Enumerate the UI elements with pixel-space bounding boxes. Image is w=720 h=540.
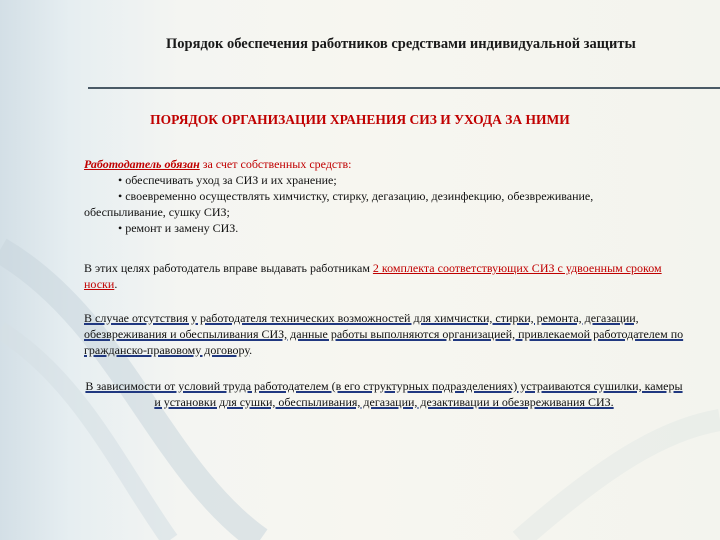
- paragraph-employer-duties: [84, 156, 684, 236]
- paragraph-two-sets: [84, 260, 684, 292]
- employer-lead-text: за счет собственных средств:: [199, 157, 352, 171]
- paragraph-outsourcing: [84, 310, 684, 358]
- section-title: ПОРЯДОК ОРГАНИЗАЦИИ ХРАНЕНИЯ СИЗ И УХОДА ЗА НИМИ: [150, 112, 570, 127]
- header-divider: [88, 87, 720, 89]
- duty-bullet-cleaning-cont: обеспыливание, сушку СИЗ;: [84, 205, 230, 219]
- two-sets-text: В этих целях работодатель вправе выдавать работникам: [84, 261, 373, 275]
- outsourcing-end: .: [249, 343, 253, 357]
- paragraph-drying-facilities: [84, 378, 684, 410]
- employer-obligated-emphasis: Работодатель обязан: [84, 157, 200, 171]
- duty-bullet-cleaning: • своевременно осуществлять химчистку, стирку, дегазацию, дезинфекцию, обезвреживание,: [118, 189, 594, 203]
- duty-bullet-care: • обеспечивать уход за СИЗ и их хранение;: [118, 173, 337, 187]
- duty-bullet-repair: • ремонт и замену СИЗ.: [118, 221, 239, 235]
- header-title: Порядок обеспечения работников средствами индивидуальной защиты: [166, 36, 636, 52]
- outsourcing-text: В случае отсутствия у работодателя технических возможностей для химчистки, стирки, ремонта, дегазации, обезвреживания и обеспыливания СИЗ, данные работы выполняются организацией, привлекаемой работодателем по гражданско-правовому договору: [84, 311, 684, 357]
- two-sets-highlight: 2 комплекта соответствующих СИЗ с удвоенным сроком носки: [84, 261, 662, 291]
- drying-facilities-text: В зависимости от условий труда работодателем (в его структурных подразделениях) устраиваются сушилки, камеры и установки для сушки, обеспыливания, дегазации, дезактивации и обезвреживания СИЗ.: [85, 379, 683, 409]
- two-sets-end: .: [114, 277, 118, 291]
